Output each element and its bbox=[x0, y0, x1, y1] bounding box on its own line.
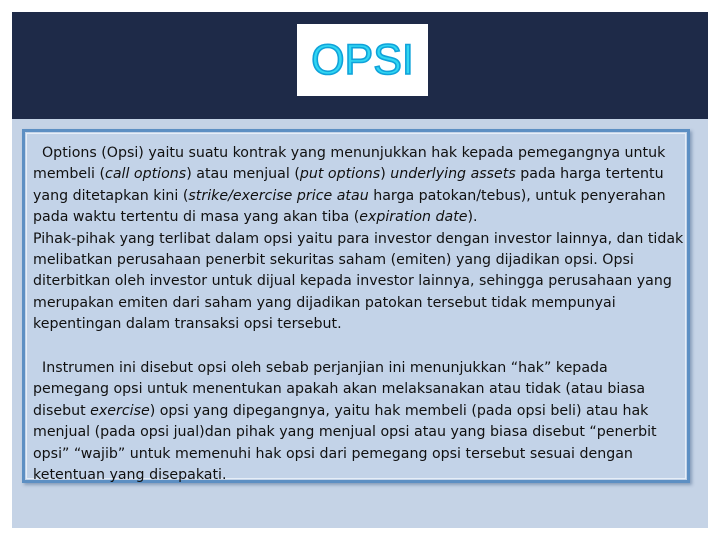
text-segment: ) opsi yang dipegangnya, yaitu hak membeli (pada opsi beli) atau hak bbox=[149, 402, 649, 419]
text-line: pada waktu tertentu di masa yang akan tiba ( bbox=[33, 209, 360, 226]
text-segment: pada harga tertentu bbox=[515, 166, 664, 183]
text-segment: ) atau menjual ( bbox=[186, 166, 300, 183]
paragraph-instrument-explanation bbox=[33, 358, 685, 486]
italic-term: underlying assets bbox=[390, 166, 516, 183]
italic-term: strike/exercise price atau bbox=[188, 187, 369, 204]
text-line: diterbitkan oleh investor untuk dijual kepada investor lainnya, sehingga perusahaan yang bbox=[33, 273, 672, 290]
slide-title: OPSI bbox=[311, 35, 414, 84]
text-line: pemegang opsi untuk menentukan apakah akan melaksanakan atau tidak (atau biasa bbox=[33, 381, 646, 398]
text-line: melibatkan perusahaan penerbit sekuritas saham (emiten) yang dijadikan opsi. Opsi bbox=[33, 252, 634, 269]
text-line: kepentingan dalam transaksi opsi tersebut. bbox=[33, 316, 342, 333]
text-segment: harga patokan/tebus), untuk penyerahan bbox=[368, 187, 666, 204]
italic-term: expiration date bbox=[359, 209, 468, 226]
text-line: opsi” “wajib” untuk memenuhi hak opsi dari pemegang opsi tersebut sesuai dengan bbox=[33, 445, 633, 462]
italic-term: put options bbox=[299, 166, 381, 183]
text-line: disebut bbox=[33, 402, 91, 419]
text-line: membeli ( bbox=[33, 166, 106, 183]
text-segment: ) bbox=[380, 166, 391, 183]
text-line: Options (Opsi) yaitu suatu kontrak yang menunjukkan hak kepada pemegangnya untuk bbox=[33, 145, 666, 161]
text-line: menjual (pada opsi jual)dan pihak yang menjual opsi atau yang biasa disebut “penerbit bbox=[33, 424, 657, 441]
text-line: yang ditetapkan kini ( bbox=[33, 187, 189, 204]
italic-term: exercise bbox=[90, 402, 150, 419]
text-line: Pihak-pihak yang terlibat dalam opsi yaitu para investor dengan investor lainnya, dan tidak bbox=[33, 230, 684, 247]
header-band bbox=[12, 12, 708, 119]
paragraph-options-definition bbox=[33, 143, 685, 336]
slide bbox=[12, 12, 708, 528]
text-line: ketentuan yang disepakati. bbox=[33, 467, 227, 484]
text-line: merupakan emiten dari saham yang dijadikan patokan tersebut tidak mempunyai bbox=[33, 294, 616, 311]
content-box bbox=[22, 129, 690, 483]
text-line: Instrumen ini disebut opsi oleh sebab perjanjian ini menunjukkan “hak” kepada bbox=[33, 360, 608, 376]
title-box bbox=[297, 24, 428, 96]
italic-term: call options bbox=[105, 166, 187, 183]
text-segment: ). bbox=[467, 209, 478, 226]
